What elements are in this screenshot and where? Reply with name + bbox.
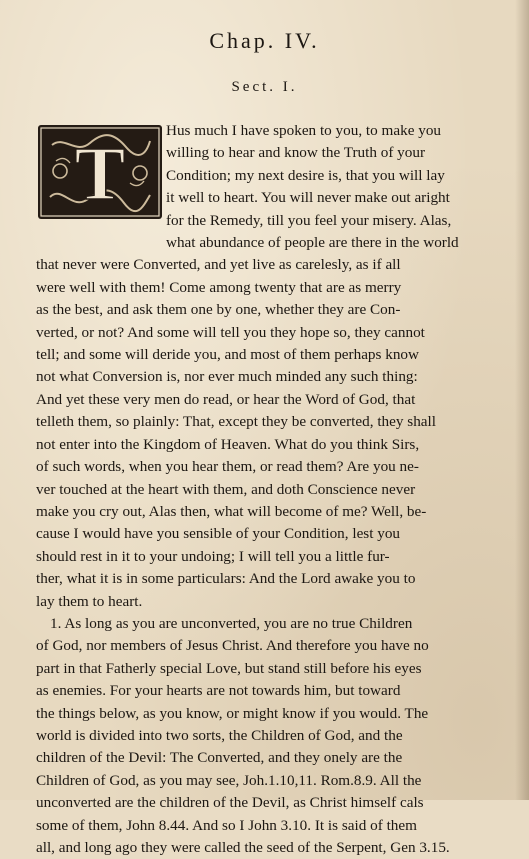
section-heading: Sect. I. — [231, 79, 298, 95]
text-line: unconverted are the children of the Devil, as Christ himself cals — [36, 794, 424, 812]
text-line: cause I would have you sensible of your Condition, lest you — [36, 525, 401, 543]
text-line: tell; and some will deride you, and most of them perhaps know — [36, 346, 419, 364]
text-line: children of the Devil: The Converted, and they onely are the — [36, 749, 403, 767]
text-line: for the Remedy, till you feel your misery. Alas, — [166, 211, 452, 229]
text-line: Hus much I have spoken to you, to make you — [166, 122, 442, 139]
text-line: verted, or not? And some will tell you they hope so, they cannot — [36, 323, 425, 341]
text-line: part in that Fatherly special Love, but stand still before his eyes — [36, 659, 422, 677]
text-line: ther, what it is in some particulars: And the Lord awake you to — [36, 570, 416, 588]
text-line: it well to heart. You will never make out aright — [166, 189, 450, 207]
svg-text:T: T — [74, 132, 126, 216]
text-line: all, and long ago they were called the seed of the Serpent, Gen 3.15. — [36, 839, 450, 856]
text-line: not what Conversion is, nor ever much minded any such thing: — [36, 368, 418, 386]
text-line: 1. As long as you are unconverted, you are no true Children — [50, 614, 413, 632]
chapter-heading: Chap. IV. — [209, 28, 320, 53]
text-line: telleth them, so plainly: That, except they be converted, they shall — [36, 413, 436, 431]
text-line: as enemies. For your hearts are not towards him, but toward — [36, 682, 401, 700]
text-line: what abundance of people are there in the world — [166, 234, 459, 252]
text-line: Children of God, as you may see, Joh.1.10,11. Rom.8.9. All the — [36, 771, 422, 789]
text-line: the things below, as you know, or might know if you would. The — [36, 704, 429, 722]
text-line: were well with them! Come among twenty that are as merry — [36, 278, 402, 296]
text-line: not enter into the Kingdom of Heaven. What do you think Sirs, — [36, 435, 420, 453]
text-line: some of them, John 8.44. And so I John 3.10. It is said of them — [36, 816, 417, 834]
text-line: that never were Converted, and yet live as carelesly, as if all — [36, 256, 401, 274]
text-line: world is divided into two sorts, the Children of God, and the — [36, 726, 403, 744]
text-line: of God, nor members of Jesus Christ. And therefore you have no — [36, 637, 429, 655]
text-line: And yet these very men do read, or hear the Word of God, that — [36, 390, 416, 408]
text-line: should rest in it to your undoing; I will tell you a little fur- — [36, 547, 390, 565]
text-line: lay them to heart. — [36, 592, 143, 610]
text-line: ver touched at the heart with them, and doth Conscience never — [36, 480, 416, 498]
text-line: make you cry out, Alas then, what will become of me? Well, be- — [36, 502, 427, 520]
chapter-body-text — [36, 120, 514, 859]
text-line: Condition; my next desire is, that you will lay — [166, 166, 445, 184]
text-line: of such words, when you hear them, or read them? Are you ne- — [36, 458, 419, 476]
text-line: as the best, and ask them one by one, whether they are Con- — [36, 301, 401, 319]
text-line: willing to hear and know the Truth of your — [166, 144, 426, 162]
